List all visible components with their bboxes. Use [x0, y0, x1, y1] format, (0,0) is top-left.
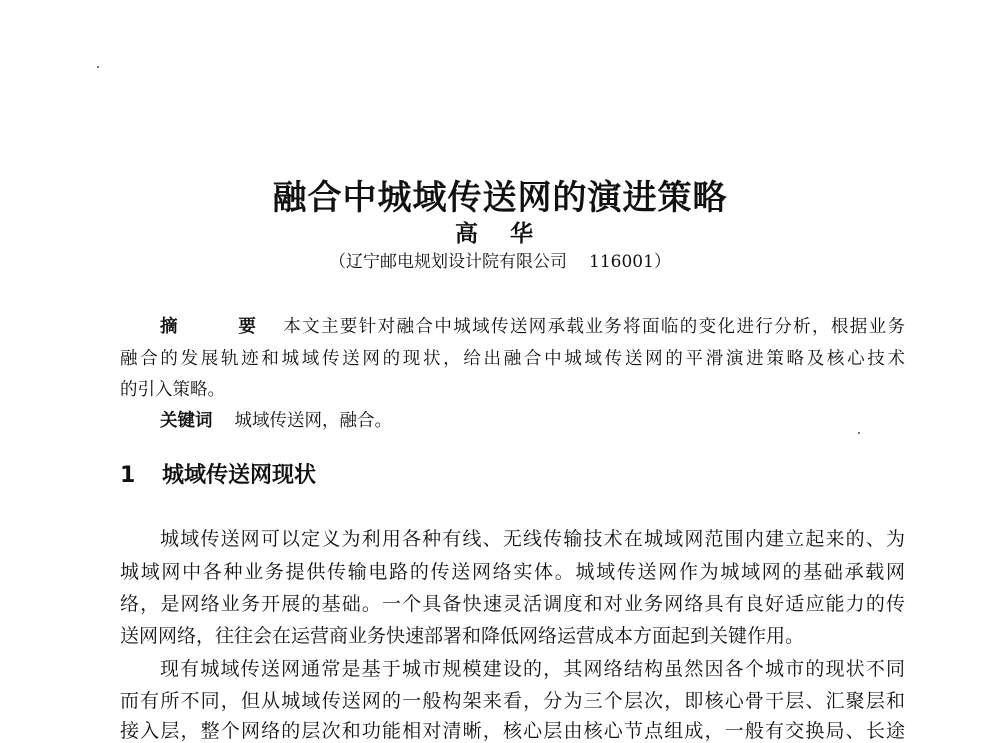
keywords-line — [120, 407, 905, 432]
affiliation — [0, 247, 1000, 272]
section-number: 1 — [120, 463, 136, 488]
abstract-line: 的引入策略。 — [120, 380, 225, 400]
postcode: 116001） — [589, 252, 671, 272]
author-name: 高 华 — [454, 221, 545, 247]
body-line: 城域传送网可以定义为利用各种有线、无线传输技术在城域网范围内建立起来的、为 — [160, 528, 905, 550]
body-line: 而有所不同，但从城域传送网的一般构架来看，分为三个层次，即核心骨干层、汇聚层和 — [120, 690, 905, 712]
abstract-label: 摘 要 — [160, 317, 284, 337]
body-line: 络，是网络业务开展的基础。一个具备快速灵活调度和对业务网络具有良好适应能力的传 — [120, 593, 905, 615]
affiliation-name: （辽宁邮电规划设计院有限公司 — [329, 252, 568, 272]
scan-speck — [858, 432, 860, 434]
body-line: 送网网络，往往会在运营商业务快速部署和降低网络运营成本方面起到关键作用。 — [120, 625, 805, 647]
keywords-text: 城域传送网，融合。 — [234, 411, 392, 431]
body-line: 接入层，整个网络的层次和功能相对清晰，核心层由核心节点组成，一般有交换局、长途 — [120, 720, 905, 742]
section-title: 城域传送网现状 — [162, 463, 317, 488]
abstract-line: 融合的发展轨迹和城域传送网的现状，给出融合中城域传送网的平滑演进策略及核心技术 — [120, 349, 905, 369]
scan-speck — [97, 66, 99, 68]
section-heading — [120, 458, 316, 489]
keywords-label: 关键词 — [160, 411, 213, 431]
body-line: 现有城域传送网通常是基于城市规模建设的，其网络结构虽然因各个城市的现状不同 — [160, 658, 905, 680]
paper-title: 融合中城域传送网的演进策略 — [272, 178, 728, 218]
body-line: 城域网中各种业务提供传输电路的传送网络实体。城域传送网作为城域网的基础承载网 — [120, 561, 905, 583]
abstract-line: 摘 要本文主要针对融合中城域传送网承载业务将面临的变化进行分析，根据业务 — [160, 317, 906, 337]
